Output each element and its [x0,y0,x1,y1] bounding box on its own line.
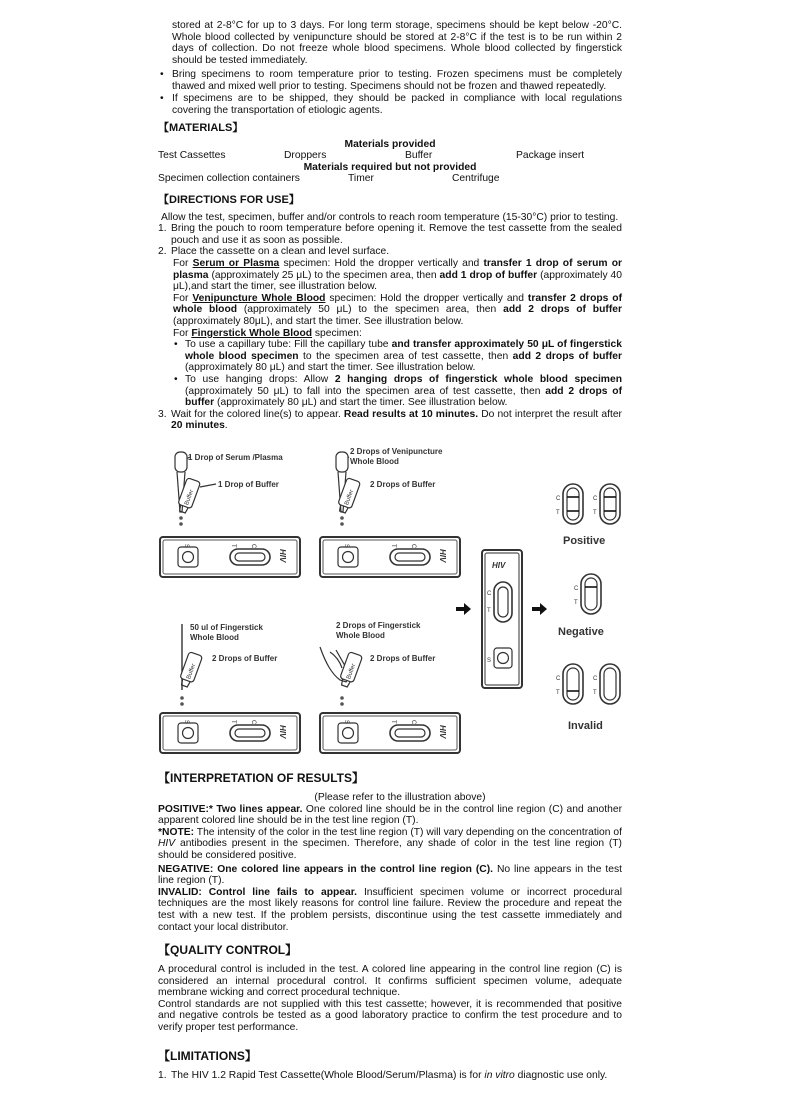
serum-buffer-label: 1 Drop of Buffer [218,480,279,489]
material-item: Centrifuge [452,173,500,185]
cassette-venipuncture [320,537,460,577]
materials-section [158,123,622,185]
svg-text:T: T [593,690,597,696]
limitations-heading: 【LIMITATIONS】 [158,1049,257,1063]
serum-drop-label: 1 Drop of Serum /Plasma [188,453,283,462]
limitations-section [158,1050,622,1082]
svg-text:T: T [574,600,578,606]
hang-buffer-label: 2 Drops of Buffer [370,654,436,663]
materials-required-title: Materials required but not provided [303,161,477,173]
result-negative [574,574,601,614]
svg-text:T: T [390,720,396,724]
cassette-capillary [160,713,300,753]
svg-text:C: C [250,544,256,549]
quality-paragraph-2: Control standards are not supplied with this test cassette; however, it is recommended that positive and negative controls be tested as a good laboratory practice to confirm the test procedure and to verify proper test performance. [158,998,622,1033]
buffer-bottle-icon [338,652,363,689]
svg-text:C: C [410,720,416,725]
material-item: Droppers [284,150,327,162]
svg-text:HIV: HIV [438,549,447,563]
veni-buffer-label: 2 Drops of Buffer [370,480,436,489]
result-invalid-2 [593,664,620,704]
invalid-paragraph: INVALID: Control line fails to appear. Insufficient specimen volume or incorrect procedural techniques are the most likely reasons for control line failure. Review the procedure and repeat the test with a new test. If the problem persists, discontinue using the test cassette immediately and contact your local distributor. [158,886,622,933]
materials-heading: 【MATERIALS】 [158,122,244,134]
positive-paragraph: POSITIVE:* Two lines appear. One colored line should be in the control line region (C) and another apparent colored line should be in the test line region (T). [158,803,622,827]
hang-label-1: 2 Drops of Fingerstick [336,621,421,630]
svg-text:Buffer: Buffer [184,489,196,507]
svg-text:C: C [574,586,579,592]
svg-text:T: T [390,544,396,548]
svg-text:Buffer: Buffer [344,489,356,507]
invalid-label: Invalid [568,720,603,732]
svg-text:T: T [556,510,560,516]
svg-text:C: C [556,676,561,682]
svg-text:S: S [343,544,349,549]
negative-paragraph: NEGATIVE: One colored line appears in the control line region (C). No line appears in the test line region (T). [158,863,622,887]
cassette-vertical [482,550,522,688]
svg-text:S: S [487,658,492,664]
buffer-bottle-icon [176,478,201,515]
quality-heading: 【QUALITY CONTROL】 [158,943,298,957]
cap-buffer-label: 2 Drops of Buffer [212,654,278,663]
arrow-right-icon [456,603,471,615]
directions-intro: Allow the test, specimen, buffer and/or controls to reach room temperature (15-30°C) prior to testing. [161,211,619,223]
bullet-shipping: • If specimens are to be shipped, they should be packed in compliance with local regulations covering the transportation of etiologic agents. [158,93,622,116]
svg-text:S: S [343,720,349,725]
result-positive-2 [593,484,620,524]
svg-text:Buffer: Buffer [186,663,198,681]
hang-label-2: Whole Blood [336,631,385,640]
svg-text:HIV: HIV [278,549,287,563]
interpretation-refer: (Please refer to the illustration above) [314,792,486,803]
svg-text:HIV: HIV [278,725,287,739]
storage-paragraph [172,20,622,66]
material-item: Package insert [516,150,585,162]
interpretation-heading: 【INTERPRETATION OF RESULTS】 [158,771,364,785]
bullet-room-temp: • Bring specimens to room temperature prior to testing. Frozen specimens must be completely thawed and mixed well prior to testing. Specimens should not be frozen and thawed repeatedly. [158,69,622,92]
materials-required-row [158,173,622,185]
cassette-hanging [320,713,460,753]
svg-text:S: S [183,720,189,725]
negative-label: Negative [558,626,604,638]
result-invalid-1 [556,664,583,704]
material-item: Timer [348,173,374,185]
cap-label-1: 50 ul of Fingerstick [190,623,263,632]
materials-provided-row [158,150,622,162]
step-2: 2. Place the cassette on a clean and level surface. [158,246,390,258]
materials-provided-title: Materials provided [344,138,436,150]
material-item: Test Cassettes [158,150,226,162]
procedure-illustration [150,442,630,757]
quality-paragraph-1: A procedural control is included in the test. A colored line appearing in the control line region (C) is considered an internal procedural control. It confirms sufficient specimen volume, adequate membrane wicking and correct procedural technique. [158,964,622,999]
svg-text:T: T [556,690,560,696]
veni-label-1: 2 Drops of Venipuncture [350,447,443,456]
directions-heading: 【DIRECTIONS FOR USE】 [158,194,300,206]
svg-text:T: T [487,608,491,614]
venipuncture-instructions: For Venipuncture Whole Blood specimen: Hold the dropper vertically and transfer 2 drops of whole blood (approximately 50 μL) to the specimen area, then add 2 drops of buffer (approximately 80μL), and start the timer. See illustration below. [173,292,623,327]
result-positive-1 [556,484,583,524]
capillary-bullet: • To use a capillary tube: Fill the capillary tube and transfer approximately 50 μL of fingerstick whole blood specimen to the specimen area of test cassette, then add 2 drops of buffer (approximately 80 μL) and start the timer. See illustration below. [158,339,622,374]
svg-text:T: T [230,544,236,548]
svg-text:C: C [593,496,598,502]
directions-section [158,195,622,432]
arrow-right-icon [532,603,547,615]
material-item: Buffer [405,150,433,162]
quality-section [158,944,622,1034]
cassette-serum [160,537,300,577]
capillary-tube-icon [180,624,184,706]
specimen-bullets [158,69,622,116]
svg-text:T: T [593,510,597,516]
fingerstick-instructions: For Fingerstick Whole Blood specimen: [173,327,362,339]
step-3: 3. Wait for the colored line(s) to appear. Read results at 10 minutes. Do not interpret the result after 20 minutes. [158,408,622,432]
cap-label-2: Whole Blood [190,633,239,642]
svg-text:C: C [250,720,256,725]
veni-label-2: Whole Blood [350,457,399,466]
svg-text:C: C [487,591,492,597]
step-1: 1. Bring the pouch to room temperature before opening it. Remove the test cassette from the sealed pouch and use it as soon as possible. [158,223,622,246]
hanging-drops-bullet: • To use hanging drops: Allow 2 hanging drops of fingerstick whole blood specimen (approximately 50 μL) to fall into the specimen area of test cassette, then add 2 drops of buffer (approximately 80 μL) and start the timer. See illustration below. [158,374,622,409]
svg-text:HIV: HIV [492,561,506,570]
interpretation-section [158,772,622,933]
svg-text:C: C [556,496,561,502]
svg-text:C: C [410,544,416,549]
note-paragraph: *NOTE: The intensity of the color in the test line region (T) will vary depending on the concentration of HIV antibodies present in the specimen. Therefore, any shade of color in the test line region (T) should be considered positive. [158,826,622,861]
storage-text: stored at 2-8°C for up to 3 days. For long term storage, specimens should be kept below -20°C. Whole blood collected by venipuncture should be stored at 2-8°C if the test is to be run within 2 days of collection. Do not freeze whole blood specimens. Whole blood collected by fingerstick should be tested immediately. [172,20,622,66]
material-item: Specimen collection containers [158,173,300,185]
svg-text:C: C [593,676,598,682]
positive-label: Positive [563,535,606,547]
svg-text:T: T [230,720,236,724]
svg-text:HIV: HIV [438,725,447,739]
limitation-item-1: 1. The HIV 1.2 Rapid Test Cassette(Whole Blood/Serum/Plasma) is for in vitro diagnostic use only. [158,1070,608,1081]
svg-text:S: S [183,544,189,549]
serum-instructions: For Serum or Plasma specimen: Hold the dropper vertically and transfer 1 drop of serum or plasma (approximately 25 μL) to the specimen area, then add 1 drop of buffer (approximately 40 μL),and start the timer, see illustration below. [173,257,623,293]
svg-text:Buffer: Buffer [346,663,358,681]
